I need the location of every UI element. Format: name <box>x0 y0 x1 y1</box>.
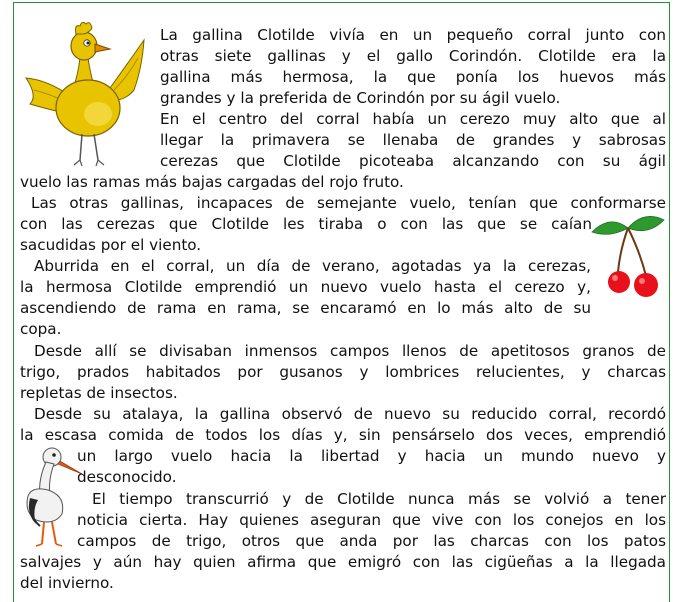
story-line: salvajes y aún hay quien afirma que emigró con las cigüeñas a la llegada <box>20 553 666 571</box>
story-line: campos de trigo, otros que anda por las charcas con los patos <box>77 532 666 550</box>
story-line: la hermosa Clotilde emprendió un nuevo vuelo hasta el cerezo y, <box>20 278 591 296</box>
story-line: En el centro del corral había un cerezo muy alto que al <box>160 110 666 128</box>
story-line: trigo, prados habitados por gusanos y lombrices relucientes, y charcas <box>20 363 666 381</box>
story-line: desconocido. <box>77 468 177 486</box>
story-line: llegar la primavera se llenaba de grandes y sabrosas <box>160 131 666 149</box>
story-line: grandes y la preferida de Corindón por su ágil vuelo. <box>160 89 561 107</box>
story-line: ascendiendo de rama en rama, se encaramó en lo más alto de su <box>20 299 591 317</box>
stork-illustration <box>18 440 84 548</box>
story-line: del invierno. <box>20 574 114 592</box>
story-line: un largo vuelo hacia la libertad y hacia un mundo nuevo y <box>77 447 666 465</box>
story-line: Desde allí se divisaban inmensos campos llenos de apetitosos granos de <box>34 342 666 360</box>
story-line: repletas de insectos. <box>20 384 178 402</box>
story-line: con las cerezas que Clotilde les tiraba o con las que se caían <box>20 215 592 233</box>
story-line: El tiempo transcurrió y de Clotilde nunca más se volvió a tener <box>92 490 666 508</box>
story-line: La gallina Clotilde vivía en un pequeño corral junto con <box>160 26 666 44</box>
story-line: Desde su atalaya, la gallina observó de nuevo su reducido corral, recordó <box>34 405 666 423</box>
story-line: vuelo las ramas más bajas cargadas del rojo fruto. <box>20 173 404 191</box>
story-line: Aburrida en el corral, un día de verano, agotadas ya la cerezas, <box>34 257 591 275</box>
hen-illustration <box>18 18 153 168</box>
story-line: Las otras gallinas, incapaces de semejante vuelo, tenían que conformarse <box>31 194 666 212</box>
story-line: gallina más hermosa, la que ponía los huevos más <box>160 68 666 86</box>
story-line: copa. <box>20 320 62 338</box>
story-line: sacudidas por el viento. <box>20 236 202 254</box>
story-line: noticia cierta. Hay quienes aseguran que vive con los conejos en los <box>77 511 666 529</box>
story-line: cerezas que Clotilde picoteaba alcanzando con su ágil <box>160 152 666 170</box>
cherries-illustration <box>588 206 668 302</box>
story-line: la escasa comida de todos los días y, sin pensárselo dos veces, emprendió <box>20 426 666 444</box>
story-line: otras siete gallinas y el gallo Corindón. Clotilde era la <box>160 47 666 65</box>
